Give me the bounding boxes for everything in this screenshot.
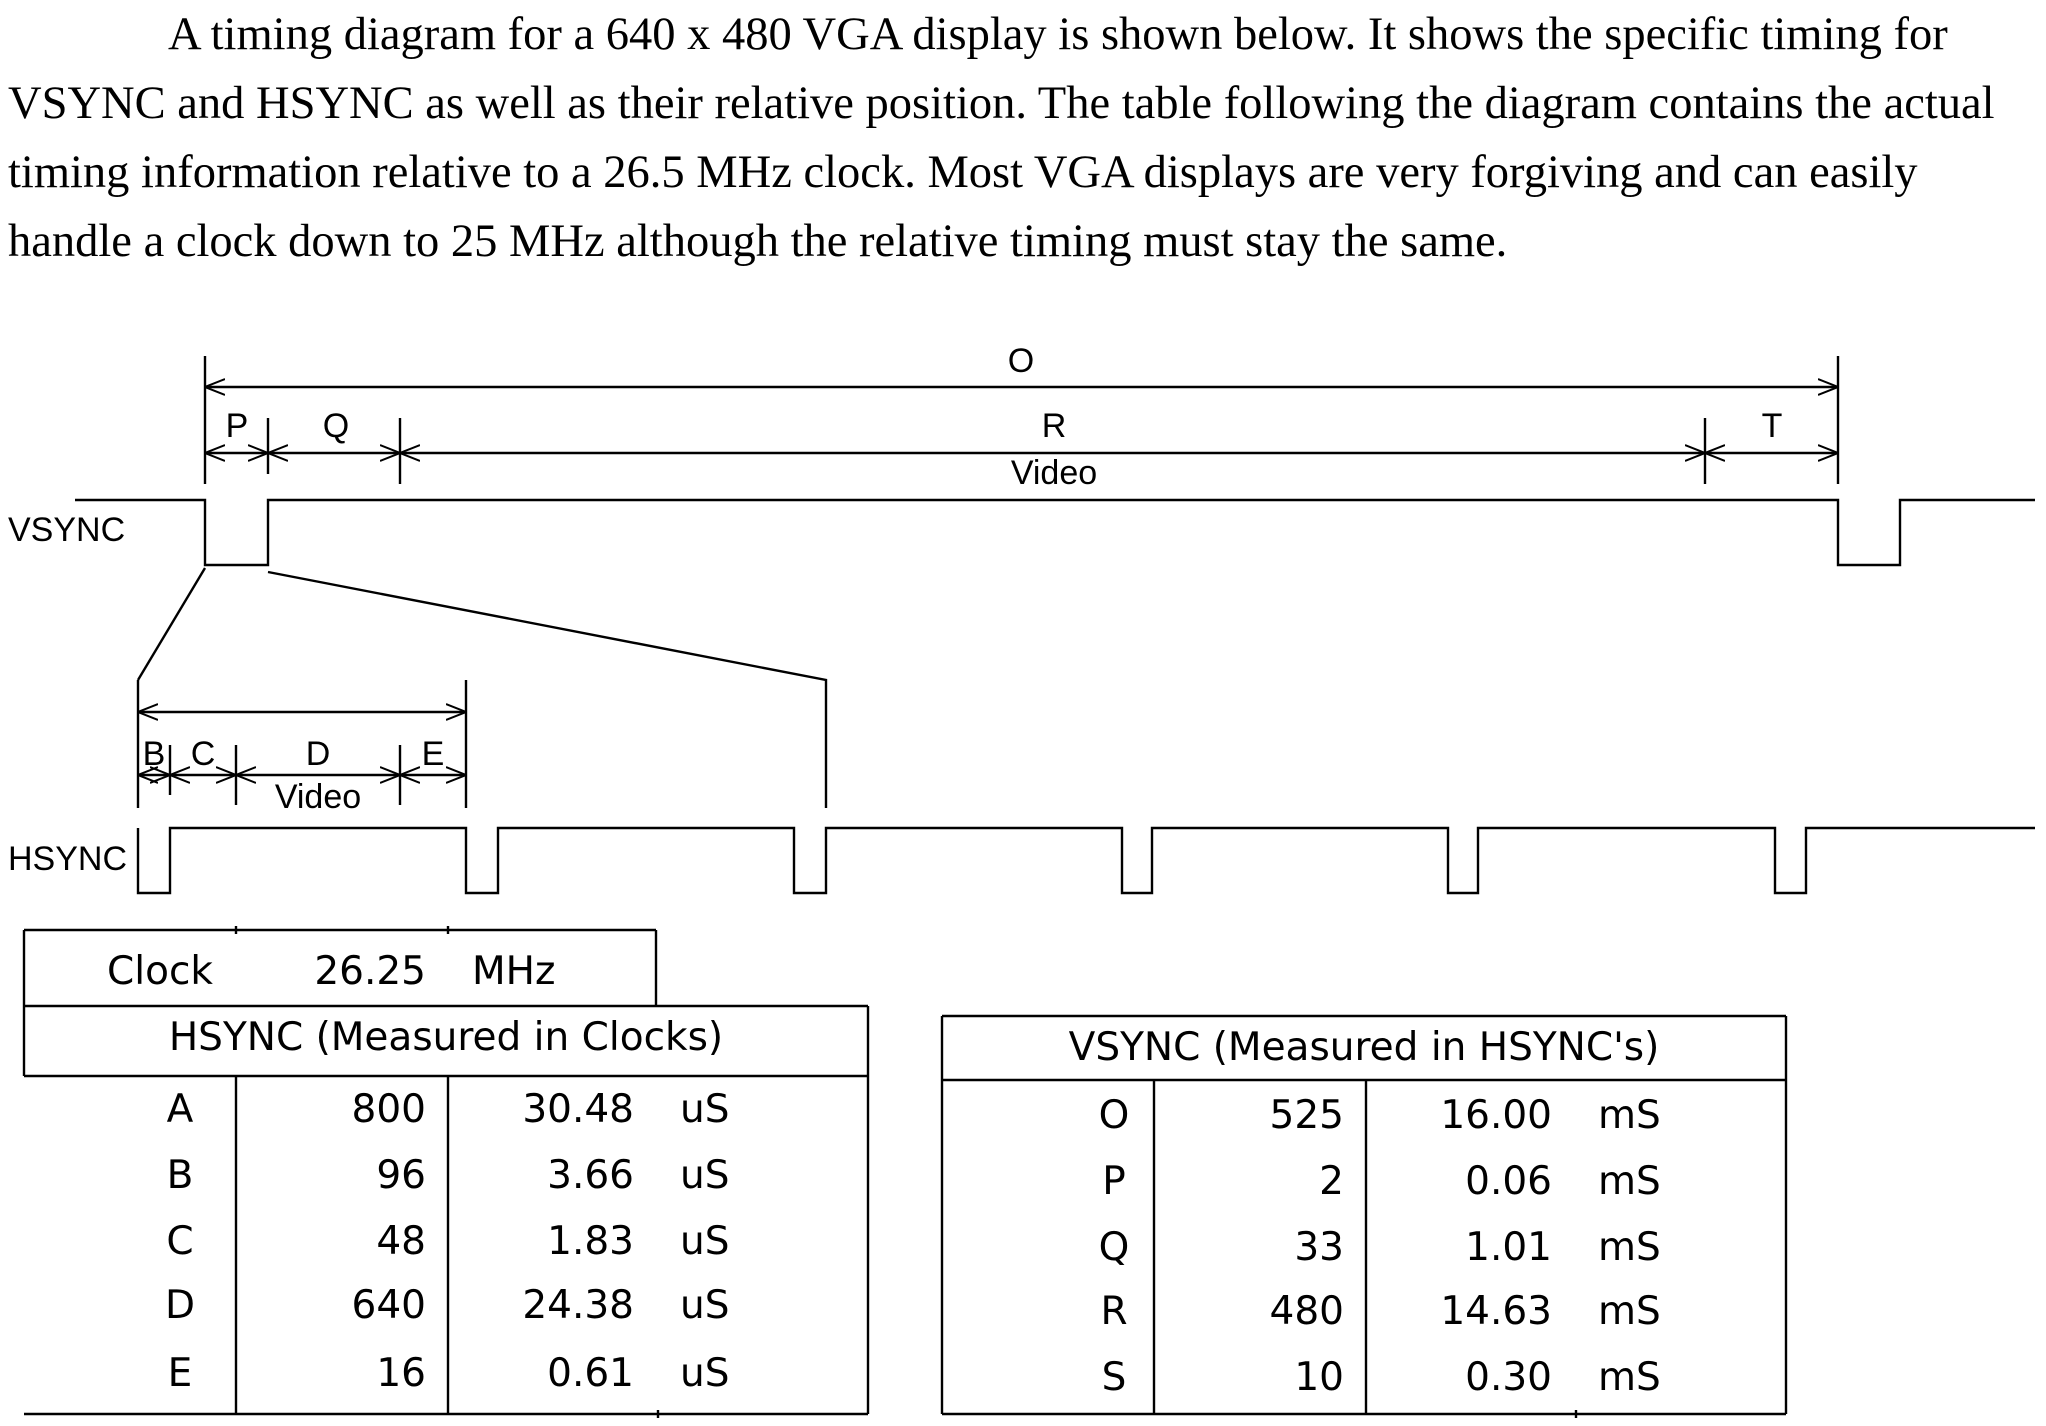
hsync-row-name: D: [164, 1283, 196, 1328]
vsync-row-time: 1.01: [1465, 1225, 1552, 1270]
zoom-line-right: [268, 572, 826, 808]
hsync-row-time: 24.38: [522, 1283, 634, 1328]
h-label-E: E: [421, 735, 445, 773]
vsync-row-time: 0.06: [1465, 1159, 1552, 1204]
v-label-Q: Q: [322, 407, 350, 445]
vsync-row-unit: mS: [1598, 1159, 1661, 1204]
vsync-table-header: VSYNC (Measured in HSYNC's): [1068, 1025, 1660, 1070]
vsync-label: VSYNC: [8, 511, 126, 549]
hsync-row-name: E: [167, 1351, 193, 1396]
hsync-row-unit: uS: [680, 1219, 730, 1264]
intro-paragraph: A timing diagram for a 640 x 480 VGA display is shown below. It shows the specific timing for VSYNC and HSYNC as well as their relative position. The table following the diagram contains the actual timing information relative to a 26.5 MHz clock. Most VGA displays are very forgiving and can easily handle a clock down to 25 MHz although the relative timing must stay the same.: [8, 9, 1995, 267]
vsync-row-time: 14.63: [1440, 1289, 1552, 1334]
h-label-D: D: [305, 735, 331, 773]
v-label-T: T: [1761, 407, 1783, 445]
vsync-row-name: R: [1100, 1289, 1128, 1334]
hsync-row-count: 48: [376, 1219, 426, 1264]
vsync-row-name: Q: [1098, 1225, 1130, 1270]
vsync-row-time: 0.30: [1465, 1355, 1552, 1400]
v-label-O: O: [1007, 342, 1035, 380]
vsync-row-unit: mS: [1598, 1355, 1661, 1400]
hsync-row-time: 3.66: [547, 1153, 634, 1198]
hsync-row-unit: uS: [680, 1283, 730, 1328]
hsync-label: HSYNC: [8, 840, 128, 878]
hsync-row-count: 16: [376, 1351, 426, 1396]
hsync-row-name: B: [166, 1153, 194, 1198]
vsync-row-unit: mS: [1598, 1225, 1661, 1270]
hsync-table-header: HSYNC (Measured in Clocks): [168, 1015, 724, 1060]
clock-label: Clock: [107, 949, 213, 994]
v-label-P: P: [225, 407, 249, 445]
hsync-row-unit: uS: [680, 1087, 730, 1132]
vsync-row-count: 33: [1294, 1225, 1344, 1270]
vsync-row-count: 525: [1269, 1093, 1344, 1138]
v-label-R: R: [1041, 407, 1067, 445]
hsync-row-unit: uS: [680, 1153, 730, 1198]
hsync-waveform: [138, 828, 2035, 893]
h-label-C: C: [190, 735, 216, 773]
vsync-row-time: 16.00: [1440, 1093, 1552, 1138]
vsync-row-count: 2: [1319, 1159, 1344, 1204]
hsync-row-unit: uS: [680, 1351, 730, 1396]
clock-value: 26.25: [314, 949, 426, 994]
hsync-row-count: 800: [351, 1087, 426, 1132]
vsync-row-name: P: [1102, 1159, 1126, 1204]
vsync-row-unit: mS: [1598, 1093, 1661, 1138]
h-label-video: Video: [274, 778, 362, 816]
clock-unit: MHz: [472, 949, 556, 994]
zoom-line-left: [138, 568, 205, 680]
hsync-row-count: 640: [351, 1283, 426, 1328]
vsync-waveform: [75, 500, 2035, 565]
vsync-row-count: 10: [1294, 1355, 1344, 1400]
vsync-row-name: O: [1098, 1093, 1130, 1138]
hsync-row-name: A: [166, 1087, 194, 1132]
vsync-row-unit: mS: [1598, 1289, 1661, 1334]
hsync-row-count: 96: [376, 1153, 426, 1198]
hsync-row-time: 1.83: [547, 1219, 634, 1264]
hsync-row-name: C: [166, 1219, 194, 1264]
vsync-row-name: S: [1101, 1355, 1127, 1400]
vsync-row-count: 480: [1269, 1289, 1344, 1334]
hsync-row-time: 0.61: [547, 1351, 634, 1396]
hsync-row-time: 30.48: [522, 1087, 634, 1132]
v-label-video: Video: [1010, 454, 1098, 492]
h-label-B: B: [142, 735, 166, 773]
